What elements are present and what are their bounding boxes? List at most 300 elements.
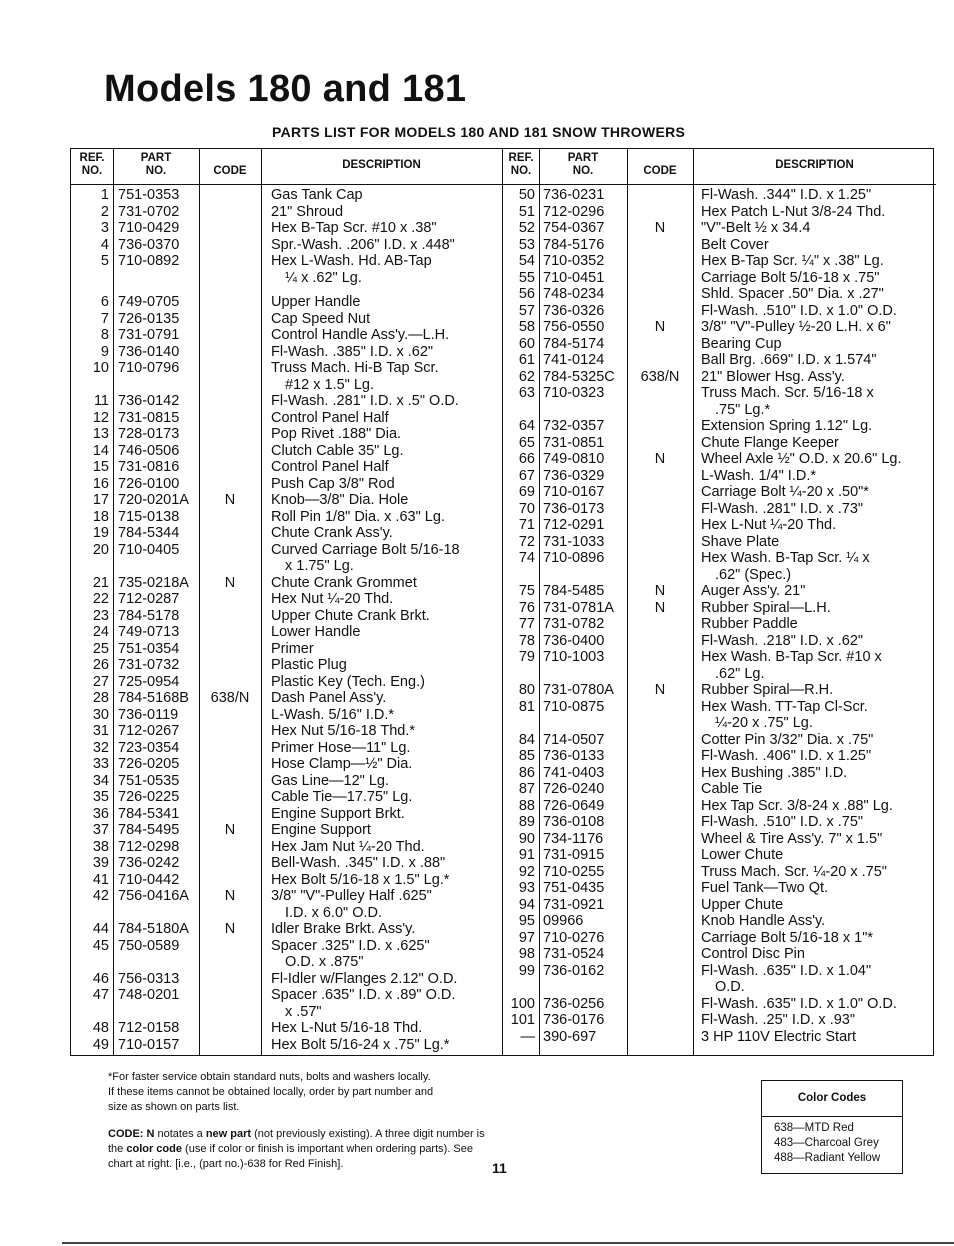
ref-number: 25 — [92, 640, 109, 657]
description: Fl-Wash. .344" I.D. x 1.25" — [701, 187, 872, 203]
description: Bearing Cup — [701, 335, 782, 352]
description: Pop Rivet .188" Dia. — [271, 426, 402, 442]
description: Primer — [271, 640, 314, 657]
table-row — [503, 715, 935, 732]
part-number: 720-0201A — [118, 492, 189, 508]
ref-number: 35 — [92, 789, 109, 805]
part-number: 710-0896 — [543, 550, 605, 566]
table-row — [503, 765, 935, 782]
ref-number: 18 — [92, 508, 109, 525]
ref-number: 62 — [518, 368, 535, 385]
parts-table-left — [71, 149, 502, 1055]
table-row — [71, 987, 502, 1004]
code-value: 638/N — [210, 690, 250, 706]
table-row — [71, 1020, 502, 1037]
parts-table-right — [502, 149, 935, 1055]
ref-number: 39 — [92, 855, 109, 871]
table-row — [71, 855, 502, 872]
table-row — [71, 525, 502, 542]
description: Cable Tie — [701, 781, 763, 797]
part-number: 736-0400 — [543, 632, 605, 649]
ref-number: 100 — [510, 995, 535, 1012]
part-number: 736-0370 — [118, 236, 180, 253]
description: Spacer .635" I.D. x .89" O.D. — [271, 987, 456, 1003]
description: Gas Line—12" Lg. — [271, 772, 389, 789]
description: 3/8" "V"-Pulley Half .625" — [271, 888, 432, 904]
description: Hex Nut ¼-20 Thd. — [271, 591, 394, 607]
description: ¼ x .62" Lg. — [285, 269, 362, 286]
ref-number: 65 — [518, 434, 535, 451]
description: Truss Mach. Scr. 5/16-18 x — [701, 385, 874, 401]
table-row — [71, 360, 502, 377]
description: Fl-Idler w/Flanges 2.12" O.D. — [271, 970, 458, 987]
description: 3 HP 110V Electric Start — [701, 1028, 857, 1045]
table-row — [503, 649, 935, 666]
table-row — [71, 723, 502, 740]
description: Hex Bushing .385" I.D. — [701, 764, 848, 781]
table-row — [71, 311, 502, 328]
ref-number: 19 — [92, 525, 109, 541]
table-row — [71, 888, 502, 905]
ref-number: 98 — [518, 946, 535, 962]
part-number: 710-0451 — [543, 269, 605, 286]
part-number: 746-0506 — [118, 442, 180, 459]
table-row — [503, 303, 935, 320]
description: Spr.-Wash. .206" I.D. x .448" — [271, 236, 455, 253]
ref-number: 37 — [92, 822, 109, 838]
description: Extension Spring 1.12" Lg. — [701, 418, 873, 434]
part-number: 784-5168B — [118, 690, 189, 706]
description: Engine Support Brkt. — [271, 805, 405, 822]
table-row — [503, 352, 935, 369]
part-number: 09966 — [543, 913, 584, 929]
description: Wheel Axle ½" O.D. x 20.6" Lg. — [701, 451, 902, 467]
ref-number: 47 — [92, 987, 109, 1003]
part-number: 731-0732 — [118, 657, 180, 673]
description: Idler Brake Brkt. Ass'y. — [271, 921, 416, 937]
table-row — [71, 822, 502, 839]
code-value: 638/N — [640, 368, 680, 385]
part-number: 710-0405 — [118, 541, 180, 558]
table-row — [503, 517, 935, 534]
part-number: 710-1003 — [543, 649, 605, 665]
ref-number: 15 — [92, 459, 109, 475]
table-row — [71, 476, 502, 493]
table-row — [71, 253, 502, 270]
part-number: 731-0791 — [118, 327, 180, 343]
table-row — [503, 880, 935, 897]
part-number: 712-0287 — [118, 591, 180, 607]
table-row — [71, 591, 502, 608]
description: Hex Nut 5/16-18 Thd.* — [271, 723, 416, 739]
table-row — [503, 979, 935, 996]
part-number: 784-5180A — [118, 921, 189, 937]
description: Cable Tie—17.75" Lg. — [271, 789, 413, 805]
color-codes-title: Color Codes — [762, 1081, 902, 1117]
ref-number: 88 — [518, 797, 535, 814]
description: Fl-Wash. .385" I.D. x .62" — [271, 343, 434, 360]
description: Knob Handle Ass'y. — [701, 913, 826, 929]
part-number: 756-0313 — [118, 970, 180, 987]
description: Shld. Spacer .50" Dia. x .27" — [701, 286, 884, 302]
description: Rubber Spiral—L.H. — [701, 599, 831, 616]
part-number: 715-0138 — [118, 508, 180, 525]
part-number: 736-0176 — [543, 1012, 605, 1028]
table-row — [503, 369, 935, 386]
table-row — [71, 872, 502, 889]
part-number: 784-5485 — [543, 583, 605, 599]
description: Engine Support — [271, 822, 371, 838]
table-row — [503, 253, 935, 270]
part-number: 731-0780A — [543, 682, 614, 698]
ref-number: 3 — [100, 220, 109, 236]
ref-number: 26 — [92, 657, 109, 673]
ref-number: 11 — [93, 393, 109, 409]
part-number: 736-0140 — [118, 343, 180, 360]
table-row — [503, 435, 935, 452]
ref-number: 101 — [510, 1012, 535, 1028]
ref-number: — — [520, 1028, 535, 1045]
ref-number: 14 — [92, 442, 109, 459]
table-row — [71, 575, 502, 592]
description: Hex Wash. B-Tap Scr. #10 x — [701, 649, 882, 665]
table-row — [503, 699, 935, 716]
part-number: 749-0705 — [118, 294, 180, 310]
part-number: 726-0225 — [118, 789, 180, 805]
table-row — [71, 558, 502, 575]
table-row — [503, 946, 935, 963]
table-row — [503, 897, 935, 914]
description: Ball Brg. .669" I.D. x 1.574" — [701, 352, 877, 368]
ref-number: 30 — [92, 706, 109, 723]
table-row — [71, 204, 502, 221]
page-number: 11 — [492, 1160, 507, 1176]
table-row — [71, 756, 502, 773]
ref-number: 89 — [518, 814, 535, 830]
table-row — [71, 443, 502, 460]
header-part: PART NO. — [539, 149, 627, 185]
description: Fl-Wash. .635" I.D. x 1.04" — [701, 962, 872, 979]
ref-number: 66 — [518, 451, 535, 467]
ref-number: 53 — [518, 236, 535, 253]
part-number: 784-5341 — [118, 805, 180, 822]
description: Hex Jam Nut ¼-20 Thd. — [271, 838, 425, 855]
part-number: 712-0158 — [118, 1020, 180, 1036]
part-number: 712-0291 — [543, 517, 605, 533]
description: Upper Chute Crank Brkt. — [271, 607, 430, 624]
ref-number: 91 — [518, 847, 535, 863]
table-row — [71, 954, 502, 971]
ref-number: 69 — [518, 484, 535, 500]
description: Push Cap 3/8" Rod — [271, 475, 395, 492]
ref-number: 31 — [92, 723, 109, 739]
table-row — [503, 583, 935, 600]
part-number: 741-0403 — [543, 764, 605, 781]
code-value: N — [654, 599, 666, 616]
ref-number: 2 — [100, 203, 109, 220]
description: Hex Wash. B-Tap Scr. ¼ x — [701, 550, 870, 566]
header-description: DESCRIPTION — [693, 149, 936, 185]
part-number: 731-0702 — [118, 203, 180, 220]
ref-number: 75 — [518, 583, 535, 599]
table-row — [71, 294, 502, 311]
code-value: N — [654, 220, 666, 236]
description: Hex Tap Scr. 3/8-24 x .88" Lg. — [701, 797, 893, 814]
parts-table — [70, 148, 934, 1056]
part-number: 710-0442 — [118, 871, 180, 888]
ref-number: 32 — [92, 739, 109, 756]
table-row — [71, 410, 502, 427]
part-number: 784-5325C — [543, 368, 615, 385]
description: Fl-Wash. .281" I.D. x .5" O.D. — [271, 393, 459, 409]
description: .75" Lg.* — [715, 401, 771, 418]
part-number: 725-0954 — [118, 673, 180, 690]
ref-number: 17 — [92, 492, 109, 508]
part-number: 710-0167 — [543, 484, 605, 500]
ref-number: 97 — [518, 929, 535, 946]
description: Hex L-Nut ¼-20 Thd. — [701, 517, 837, 533]
table-row — [71, 971, 502, 988]
description: Auger Ass'y. 21" — [701, 583, 806, 599]
description: 21" Shroud — [271, 203, 344, 220]
ref-number: 36 — [92, 805, 109, 822]
code-value: N — [224, 921, 236, 937]
description: #12 x 1.5" Lg. — [285, 376, 374, 393]
ref-number: 5 — [100, 253, 109, 269]
header-ref: REF. NO. — [71, 149, 113, 185]
part-number: 734-1176 — [543, 830, 604, 847]
table-row — [503, 963, 935, 980]
description: Carriage Bolt ¼-20 x .50"* — [701, 484, 869, 500]
ref-number: 27 — [92, 673, 109, 690]
ref-number: 22 — [92, 591, 109, 607]
description: Chute Crank Ass'y. — [271, 525, 393, 541]
description: Fl-Wash. .218" I.D. x .62" — [701, 632, 864, 649]
ref-number: 70 — [518, 500, 535, 517]
part-number: 741-0124 — [543, 352, 605, 368]
parts-rows-left — [71, 187, 502, 1053]
part-number: 731-0915 — [543, 847, 605, 863]
description: Upper Handle — [271, 294, 361, 310]
table-row — [503, 336, 935, 353]
description: Hex B-Tap Scr. ¼" x .38" Lg. — [701, 253, 884, 269]
code-value: N — [224, 574, 236, 591]
part-number: 731-1033 — [543, 533, 605, 550]
table-row — [71, 237, 502, 254]
description: Hex L-Wash. Hd. AB-Tap — [271, 253, 432, 269]
color-code-item: 483—Charcoal Grey — [774, 1137, 879, 1149]
part-number: 736-0108 — [543, 814, 605, 830]
ref-number: 12 — [92, 409, 109, 426]
table-row — [71, 270, 502, 287]
part-number: 748-0234 — [543, 286, 605, 302]
part-number: 726-0100 — [118, 475, 180, 492]
part-number: 731-0851 — [543, 434, 605, 451]
code-value: N — [654, 583, 666, 599]
table-row — [503, 616, 935, 633]
part-number: 710-0352 — [543, 253, 605, 269]
ref-number: 16 — [92, 475, 109, 492]
page-title: Models 180 and 181 — [104, 68, 467, 110]
description: Lower Handle — [271, 624, 361, 640]
table-row — [71, 509, 502, 526]
part-number: 751-0435 — [543, 880, 605, 896]
table-row — [71, 690, 502, 707]
part-number: 714-0507 — [543, 731, 605, 748]
ref-number: 1 — [100, 187, 109, 203]
footnotes — [108, 1070, 488, 1184]
table-row — [71, 426, 502, 443]
standard-hardware-note: *For faster service obtain standard nuts, bolts and washers locally. If these items cannot be obtained locally, order by part number and size as shown on parts list. — [108, 1071, 434, 1113]
part-number: 731-0782 — [543, 616, 605, 632]
ref-number: 63 — [518, 385, 535, 401]
ref-number: 56 — [518, 286, 535, 302]
part-number: 748-0201 — [118, 987, 180, 1003]
code-explanation-note: CODE: N notates a new part (not previously existing). A three digit number is the color code (use if color or finish is important when ordering parts). See chart at right. [i.e., (part no.)-638 for Red Finish]. — [108, 1128, 485, 1170]
color-code-item: 488—Radiant Yellow — [774, 1152, 881, 1164]
parts-list-subtitle: PARTS LIST FOR MODELS 180 AND 181 SNOW THROWERS — [272, 124, 686, 140]
table-row — [503, 567, 935, 584]
part-number: 736-0173 — [543, 500, 605, 517]
ref-number: 44 — [92, 921, 109, 937]
part-number: 731-0815 — [118, 409, 180, 426]
table-row — [503, 732, 935, 749]
part-number: 726-0205 — [118, 756, 180, 772]
description: Knob—3/8" Dia. Hole — [271, 492, 409, 508]
table-row — [71, 542, 502, 559]
ref-number: 92 — [518, 863, 535, 880]
table-row — [503, 600, 935, 617]
table-row — [71, 459, 502, 476]
table-row — [71, 740, 502, 757]
row-gap — [71, 286, 502, 294]
description: Hex Wash. TT-Tap Cl-Scr. — [701, 698, 868, 715]
header-description: DESCRIPTION — [261, 149, 502, 185]
table-row — [503, 913, 935, 930]
table-row — [503, 682, 935, 699]
description: Upper Chute — [701, 896, 784, 913]
ref-number: 85 — [518, 748, 535, 764]
table-row — [71, 344, 502, 361]
code-value: N — [654, 319, 666, 335]
description: 3/8" "V"-Pulley ½-20 L.H. x 6" — [701, 319, 891, 335]
table-row — [503, 402, 935, 419]
description: O.D. x .875" — [285, 954, 364, 970]
part-number: 736-0231 — [543, 187, 605, 203]
code-value: N — [224, 888, 236, 904]
header-code: CODE — [627, 149, 693, 185]
code-value: N — [654, 682, 666, 698]
table-row — [503, 270, 935, 287]
table-row — [503, 666, 935, 683]
description: Control Handle Ass'y.—L.H. — [271, 327, 450, 343]
part-number: 710-0892 — [118, 253, 180, 269]
description: Roll Pin 1/8" Dia. x .63" Lg. — [271, 508, 445, 525]
part-number: 736-0242 — [118, 855, 180, 871]
part-number: 726-0240 — [543, 781, 605, 797]
part-number: 749-0810 — [543, 451, 605, 467]
ref-number: 74 — [518, 550, 535, 566]
part-number: 754-0367 — [543, 220, 605, 236]
ref-number: 7 — [100, 310, 109, 327]
description: Fl-Wash. .25" I.D. x .93" — [701, 1012, 855, 1028]
description: Plastic Key (Tech. Eng.) — [271, 673, 425, 690]
ref-number: 49 — [92, 1036, 109, 1053]
table-row — [503, 996, 935, 1013]
part-number: 710-0255 — [543, 863, 605, 880]
part-number: 710-0276 — [543, 929, 605, 946]
description: .62" (Spec.) — [715, 566, 792, 583]
description: Fl-Wash. .406" I.D. x 1.25" — [701, 748, 872, 764]
ref-number: 20 — [92, 541, 109, 558]
ref-number: 80 — [518, 682, 535, 698]
part-number: 726-0649 — [543, 797, 605, 814]
description: Bell-Wash. .345" I.D. x .88" — [271, 855, 446, 871]
table-row — [71, 1004, 502, 1021]
description: Chute Flange Keeper — [701, 434, 839, 451]
table-row — [71, 674, 502, 691]
table-row — [71, 393, 502, 410]
part-number: 751-0353 — [118, 187, 180, 203]
ref-number: 90 — [518, 830, 535, 847]
table-row — [503, 814, 935, 831]
table-row — [503, 451, 935, 468]
table-row — [71, 839, 502, 856]
table-row — [71, 921, 502, 938]
part-number: 712-0267 — [118, 723, 180, 739]
table-row — [503, 930, 935, 947]
part-number: 731-0781A — [543, 599, 614, 616]
description: Gas Tank Cap — [271, 187, 363, 203]
table-row — [503, 319, 935, 336]
ref-number: 9 — [100, 343, 109, 360]
description: Primer Hose—11" Lg. — [271, 739, 411, 756]
table-row — [71, 624, 502, 641]
description: Shave Plate — [701, 533, 780, 550]
table-row — [503, 501, 935, 518]
color-code-item: 638—MTD Red — [774, 1122, 854, 1134]
ref-number: 51 — [518, 203, 535, 220]
ref-number: 76 — [518, 599, 535, 616]
ref-number: 8 — [100, 327, 109, 343]
part-number: 784-5174 — [543, 335, 605, 352]
description: Lower Chute — [701, 847, 784, 863]
ref-number: 41 — [92, 871, 109, 888]
ref-number: 10 — [92, 360, 109, 376]
ref-number: 79 — [518, 649, 535, 665]
ref-number: 52 — [518, 220, 535, 236]
part-number: 736-0256 — [543, 995, 605, 1012]
ref-number: 55 — [518, 269, 535, 286]
ref-number: 57 — [518, 302, 535, 319]
description: Fl-Wash. .510" I.D. x 1.0" O.D. — [701, 302, 897, 319]
table-row — [71, 806, 502, 823]
table-row — [503, 1012, 935, 1029]
part-number: 750-0589 — [118, 937, 180, 954]
ref-number: 28 — [92, 690, 109, 706]
ref-number: 60 — [518, 335, 535, 352]
description: Control Panel Half — [271, 459, 389, 475]
description: Clutch Cable 35" Lg. — [271, 442, 404, 459]
table-row — [503, 550, 935, 567]
description: Fl-Wash. .510" I.D. x .75" — [701, 814, 864, 830]
ref-number: 95 — [518, 913, 535, 929]
color-codes-box — [761, 1080, 903, 1174]
part-number: 736-0142 — [118, 393, 180, 409]
table-row — [71, 327, 502, 344]
part-number: 723-0354 — [118, 739, 180, 756]
description: "V"-Belt ½ x 34.4 — [701, 220, 811, 236]
